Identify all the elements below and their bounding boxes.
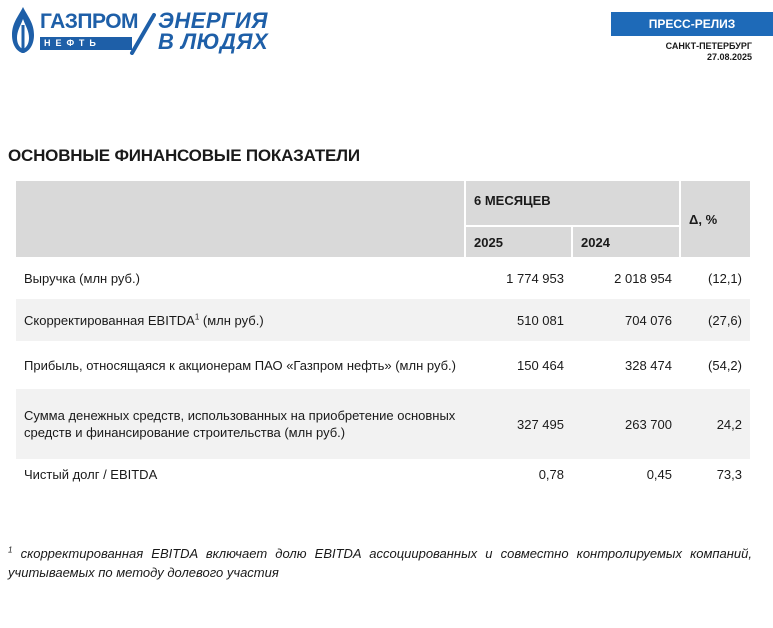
- press-release-badge: ПРЕСС-РЕЛИЗ: [611, 12, 773, 36]
- slogan-line-1: ЭНЕРГИЯ: [158, 8, 268, 33]
- delta-value: (12,1): [708, 270, 742, 286]
- divider-slash-icon: [128, 13, 156, 55]
- row-label: Чистый долг / EBITDA: [24, 466, 158, 482]
- table-row: [16, 257, 750, 299]
- value-2024: 328 474: [625, 357, 672, 373]
- value-2024: 2 018 954: [614, 270, 672, 286]
- value-2024: 263 700: [625, 416, 672, 432]
- row-label-tail: (млн руб.): [199, 312, 264, 328]
- release-date: 27.08.2025: [706, 52, 752, 62]
- slogan: [158, 10, 268, 52]
- value-2024: 0,45: [646, 466, 672, 482]
- row-label: Прибыль, относящаяся к акционерам ПАО «Газпром нефть» (млн руб.): [24, 357, 456, 373]
- table-row: [16, 341, 750, 389]
- row-label: Выручка (млн руб.): [24, 270, 140, 286]
- table-row: [16, 459, 750, 489]
- press-release-meta: [666, 41, 752, 63]
- brand-name: ГАЗПРОМ: [40, 9, 139, 33]
- delta-value: (27,6): [708, 312, 742, 328]
- delta-value: 24,2: [716, 416, 742, 432]
- value-2025: 1 774 953: [506, 270, 564, 286]
- period-header: 6 МЕСЯЦЕВ: [465, 181, 680, 226]
- table-row: [16, 389, 750, 459]
- row-label: Сумма денежных средств, использованных на приобретение основных средств и финансирование строительства (млн руб.): [24, 408, 456, 440]
- table-row: [16, 299, 750, 341]
- value-2025: 327 495: [517, 416, 564, 432]
- footnote-marker: 1: [8, 545, 13, 555]
- table-header-row-1: [16, 181, 750, 226]
- section-title: ОСНОВНЫЕ ФИНАНСОВЫЕ ПОКАЗАТЕЛИ: [8, 146, 360, 165]
- header-empty-cell: [16, 181, 465, 257]
- financial-indicators-table: [16, 181, 750, 489]
- row-label-text: Скорректированная EBITDA: [24, 312, 195, 328]
- slogan-line-2: В ЛЮДЯХ: [158, 29, 269, 54]
- row-label: [16, 299, 465, 341]
- delta-value: (54,2): [708, 357, 742, 373]
- value-2024: 704 076: [625, 312, 672, 328]
- flame-logo-icon: [8, 5, 38, 55]
- year-2024-header: 2024: [572, 226, 680, 257]
- city: САНКТ-ПЕТЕРБУРГ: [665, 41, 752, 51]
- brand-subtitle: НЕФТЬ: [40, 37, 132, 50]
- year-2025-header: 2025: [465, 226, 572, 257]
- footnote: [8, 544, 752, 582]
- footnote-ref: 1: [194, 312, 200, 322]
- delta-header: Δ, %: [680, 181, 750, 257]
- company-logo: [8, 4, 138, 56]
- value-2025: 510 081: [517, 312, 564, 328]
- value-2025: 0,78: [538, 466, 564, 482]
- delta-value: 73,3: [716, 466, 742, 482]
- footnote-text: скорректированная EBITDA включает долю EBITDA ассоциированных и совместно контролируемых компаний, учитываемых по методу долевого участия: [8, 546, 752, 580]
- value-2025: 150 464: [517, 357, 564, 373]
